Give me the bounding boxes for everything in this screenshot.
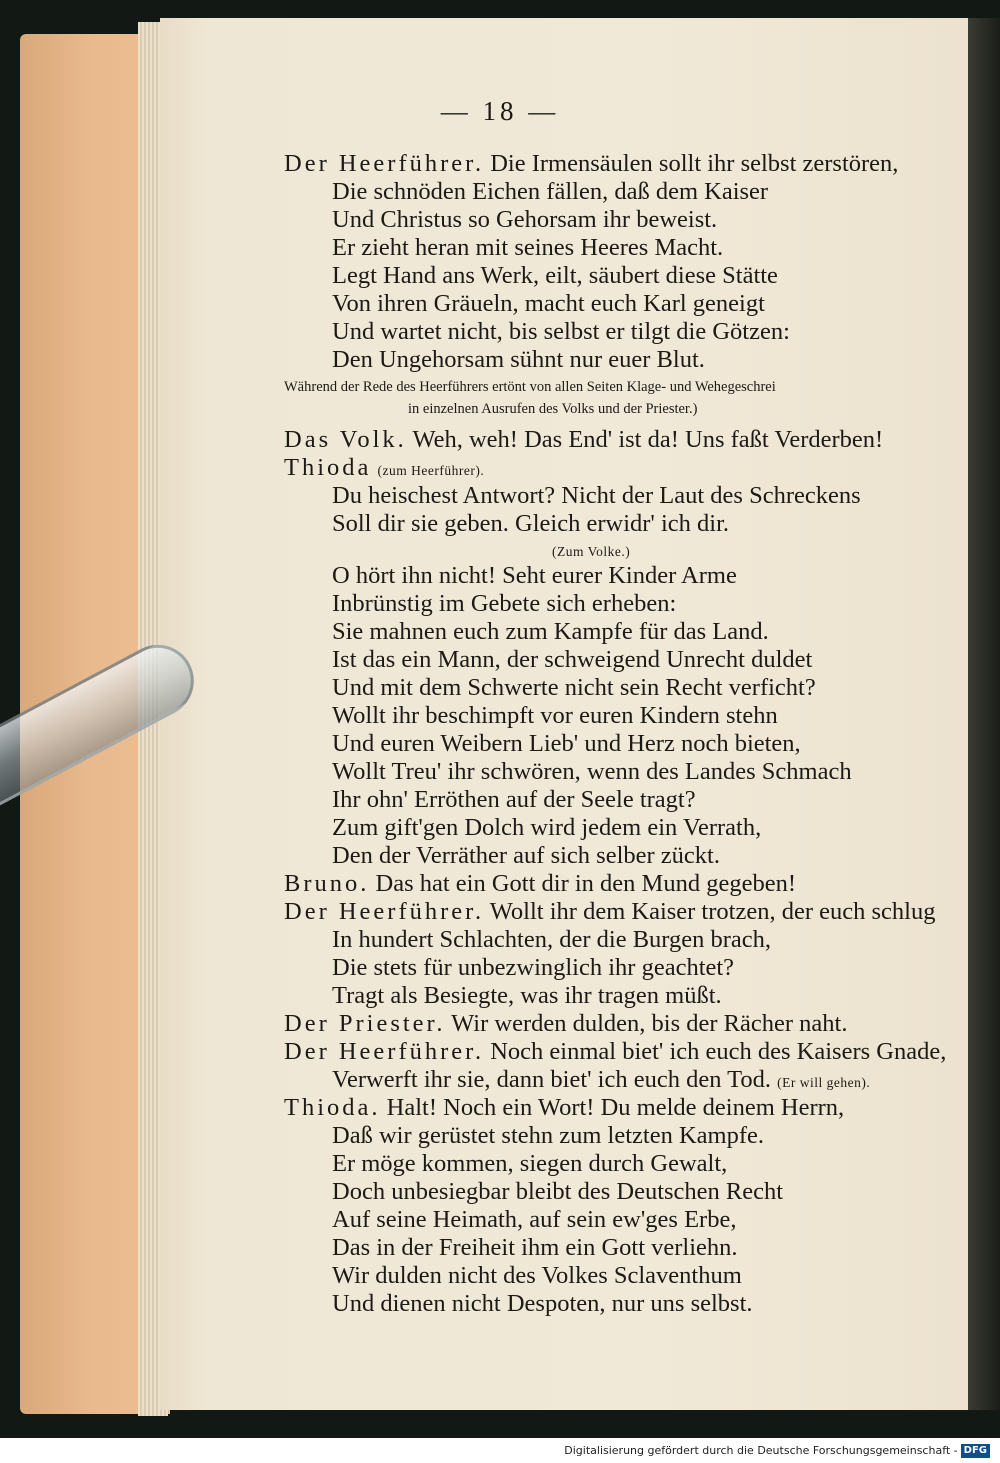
text-line: Du heischest Antwort? Nicht der Laut des Schreckens [332, 482, 861, 509]
text-line: Zum gift'gen Dolch wird jedem ein Verrath, [332, 814, 762, 841]
text-line: Bruno. Das hat ein Gott dir in den Mund gegeben! [284, 870, 796, 897]
text-line: Den Ungehorsam sühnt nur euer Blut. [332, 346, 705, 373]
text-line: Daß wir gerüstet stehn zum letzten Kampfe. [332, 1122, 765, 1149]
text-line: Das Volk. Weh, weh! Das End' ist da! Uns faßt Verderben! [284, 426, 884, 453]
text-line: O hört ihn nicht! Seht eurer Kinder Arme [332, 562, 737, 589]
text-line: Ist das ein Mann, der schweigend Unrecht duldet [332, 646, 813, 673]
text-line: Soll dir sie geben. Gleich erwidr' ich dir. [332, 510, 730, 537]
text-line: Und dienen nicht Despoten, nur uns selbst. [332, 1290, 753, 1317]
text-line: Von ihren Gräueln, macht euch Karl geneigt [332, 290, 765, 317]
text-line: Doch unbesiegbar bleibt des Deutschen Recht [332, 1178, 784, 1205]
text-line: Der Heerführer. Die Irmensäulen sollt ihr selbst zerstören, [284, 150, 899, 177]
text-line: Verwerft ihr sie, dann biet' ich euch den Tod. (Er will gehen). [332, 1066, 871, 1093]
text-line: Wir dulden nicht des Volkes Sclaventhum [332, 1262, 742, 1289]
footer-text: Digitalisierung gefördert durch die Deutsche Forschungsgemeinschaft - [564, 1444, 958, 1457]
page-number: — 18 — [440, 96, 560, 126]
text-line: Er möge kommen, siegen durch Gewalt, [332, 1150, 728, 1177]
text-line: Die schnöden Eichen fällen, daß dem Kaiser [332, 178, 769, 205]
text-line: Der Priester. Wir werden dulden, bis der Rächer naht. [284, 1010, 848, 1037]
text-line: Und euren Weibern Lieb' und Herz noch bieten, [332, 730, 801, 757]
text-line: Sie mahnen euch zum Kampfe für das Land. [332, 618, 769, 645]
stage-direction: Während der Rede des Heerführers ertönt von allen Seiten Klage- und Wehegeschrei [284, 379, 776, 395]
text-line: Auf seine Heimath, auf sein ew'ges Erbe, [332, 1206, 737, 1233]
footer-attribution [0, 1438, 1000, 1463]
text-line: Wollt Treu' ihr schwören, wenn des Landes Schmach [332, 758, 852, 785]
text-line: In hundert Schlachten, der die Burgen brach, [332, 926, 772, 953]
text-line: Tragt als Besiegte, was ihr tragen müßt. [332, 982, 722, 1009]
text-line: Und mit dem Schwerte nicht sein Recht verficht? [332, 674, 816, 701]
text-line: Thioda (zum Heerführer). [284, 454, 485, 481]
text-line: Ihr ohn' Erröthen auf der Seele tragt? [332, 786, 696, 813]
text-line: Die stets für unbezwinglich ihr geachtet? [332, 954, 735, 981]
text-line: Wollt ihr beschimpft vor euren Kindern stehn [332, 702, 778, 729]
stage-direction: in einzelnen Ausrufen des Volks und der Priester.) [408, 401, 698, 417]
stage-direction: (Zum Volke.) [552, 544, 631, 559]
text-line: Inbrünstig im Gebete sich erheben: [332, 590, 677, 617]
text-line: Er zieht heran mit seines Heeres Macht. [332, 234, 724, 261]
text-line: Der Heerführer. Wollt ihr dem Kaiser trotzen, der euch schlug [284, 898, 936, 925]
dfg-logo: DFG [961, 1444, 990, 1458]
text-line: Den der Verräther auf sich selber zückt. [332, 842, 720, 869]
text-line: Thioda. Halt! Noch ein Wort! Du melde deinem Herrn, [284, 1094, 845, 1121]
page-gutter-shadow [968, 18, 1000, 1410]
text-line: Das in der Freiheit ihm ein Gott verliehn. [332, 1234, 738, 1261]
text-line: Und wartet nicht, bis selbst er tilgt die Götzen: [332, 318, 790, 345]
text-line: Der Heerführer. Noch einmal biet' ich euch des Kaisers Gnade, [284, 1038, 947, 1065]
text-line: Legt Hand ans Werk, eilt, säubert diese Stätte [332, 262, 778, 289]
text-line: Und Christus so Gehorsam ihr beweist. [332, 206, 718, 233]
